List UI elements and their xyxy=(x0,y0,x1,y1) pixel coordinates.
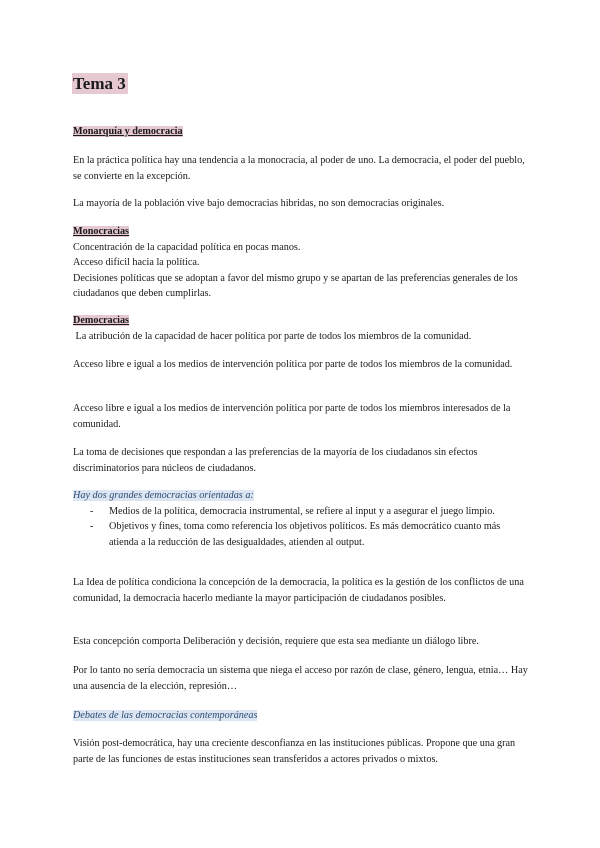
democracias-definition: La atribución de la capacidad de hacer política por parte de todos los miembros de la comunidad. xyxy=(73,330,472,342)
paragraph-acceso-libre-comunidad: Acceso libre e igual a los medios de intervención política por parte de todos los miembros de la comunidad. xyxy=(73,359,513,370)
page-title: Tema 3 xyxy=(73,74,126,93)
orientations-list xyxy=(73,504,529,551)
paragraph-toma-decisiones: La toma de decisiones que respondan a las preferencias de la mayoría de los ciudadanos sin efectos discriminatorios para núcleos de ciudadanos. xyxy=(73,447,478,474)
section-monocracias xyxy=(73,224,529,302)
heading-monocracias: Monocracias xyxy=(73,226,130,237)
monocracias-line: Decisiones políticas que se adoptan a favor del mismo grupo y se apartan de las preferencias generales de los ciudadanos que deben cumplirlas. xyxy=(73,272,518,299)
heading-debates: Debates de las democracias contemporáneas xyxy=(73,710,258,721)
section-debates xyxy=(73,708,529,724)
heading-democracias: Democracias xyxy=(73,315,130,326)
section-heading-monarquia xyxy=(73,124,529,140)
paragraph-democracias-hibridas: La mayoría de la población vive bajo democracias hibridas, no son democracias originales. xyxy=(73,198,445,209)
list-item: - Objetivos y fines, toma como referencia los objetivos políticos. Es más democrático cuanto más atienda a la reducción de las desigualdades, atienden al output. xyxy=(73,519,529,550)
monocracias-line: Concentración de la capacidad política en pocas manos. xyxy=(73,241,301,253)
paragraph-deliberacion: Esta concepción comporta Deliberación y decisión, requiere que esta sea mediante un diálogo libre. xyxy=(73,636,479,647)
monocracias-line: Acceso difícil hacia la política. xyxy=(73,257,200,268)
paragraph-acceso-libre-interesados: Acceso libre e igual a los medios de intervención política por parte de todos los miembros interesados de la comunidad. xyxy=(73,403,511,430)
paragraph-monocracia-tendencia: En la práctica política hay una tendencia a la monocracia, al poder de uno. La democracia, el poder del pueblo, se convierte en la excepción. xyxy=(73,155,525,182)
heading-monarquia-democracia: Monarquía y democracia xyxy=(73,126,183,137)
section-democracias xyxy=(73,313,529,344)
heading-orientaciones: Hay dos grandes democracias orientadas a: xyxy=(73,490,254,501)
paragraph-post-democratica: Visión post-democrática, hay una creciente desconfianza en las instituciones públicas. Propone que una gran parte de las funciones de estas instituciones sean transferidos a actores privados o mixtos. xyxy=(73,738,516,765)
paragraph-no-democracia: Por lo tanto no sería democracia un sistema que niega el acceso por razón de clase, género, lengua, etnia… Hay una ausencia de la elección, represión… xyxy=(73,665,528,692)
section-orientaciones xyxy=(73,488,529,550)
paragraph-idea-politica: La Idea de política condiciona la concepción de la democracia, la política es la gestión de los conflictos de una comunidad, la democracia hacerlo mediante la mayor participación de ciudadanos posibles. xyxy=(73,577,524,604)
list-item: - Medios de la política, democracia instrumental, se refiere al input y a asegurar el juego limpio. xyxy=(73,504,529,520)
